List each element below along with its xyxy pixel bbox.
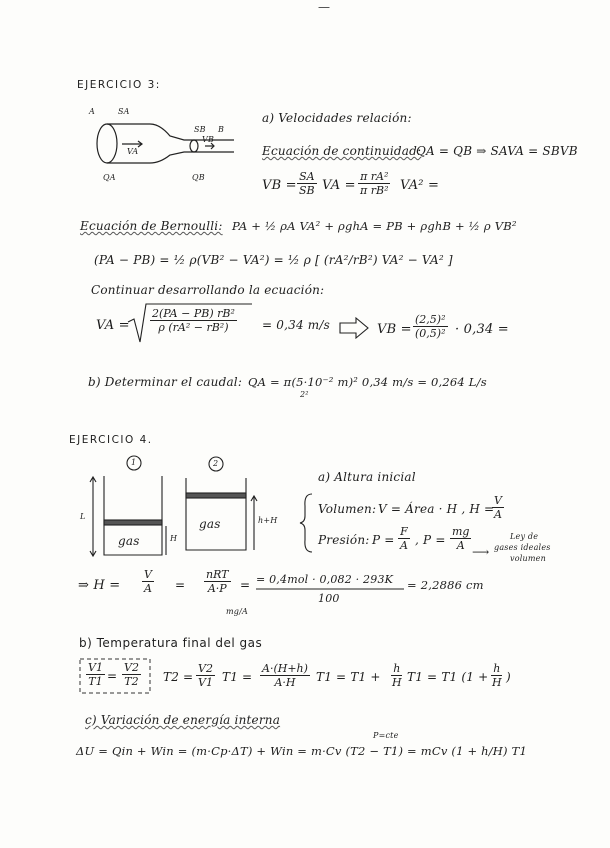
label-QB: QB	[192, 173, 205, 182]
volume-eq: V = Área · H , H =	[378, 502, 495, 516]
c-sup: P=cte	[373, 731, 399, 740]
cyl1-gas: gas	[118, 534, 140, 548]
continuity-eq: QA = QB ⇒ SAVA = SBVB	[416, 144, 578, 158]
vb-lhs: VB =	[262, 178, 297, 193]
label-A: A	[89, 107, 95, 116]
h-result: = 0,4mol · 0,082 · 293K	[256, 573, 394, 586]
t2-tail: T1 = T1 +	[316, 670, 381, 684]
t2-lhs: T2 =	[163, 670, 194, 684]
ley-note-2: gases ideales	[494, 543, 551, 552]
h-result-den: 100	[318, 592, 340, 605]
h-lhs: ⇒ H =	[78, 578, 121, 593]
va-result: = 0,34 m/s	[262, 318, 330, 332]
va-radicand: $\frac{\text{2(PA − PB) rB²}}{\text{ρ (rA² − rB²)}}$	[152, 307, 235, 334]
bernoulli-label: Ecuación de Bernoulli:	[80, 219, 223, 233]
vb2-lhs: VB =	[377, 322, 412, 337]
ex4-b-heading: b) Temperatura final del gas	[79, 636, 263, 650]
vb2-frac: $\frac{\text{(2,5)²}}{\text{(0,5)²}}$	[415, 313, 446, 340]
ex4-title: EJERCICIO 4.	[69, 434, 153, 446]
vb2-tail: · 0,34 =	[455, 322, 509, 337]
ex3-title: EJERCICIO 3:	[77, 79, 161, 91]
vb-tail: VA² =	[400, 178, 440, 193]
box-frac1: $\frac{V1}{T1}$	[88, 661, 103, 688]
h-frac1: $\frac{V}{A}$	[144, 568, 152, 595]
ex3-b-den: 2²	[300, 390, 309, 399]
ex4-a-heading: a) Altura inicial	[318, 470, 416, 484]
h-value: = 2,2886 cm	[407, 578, 484, 592]
label-SA: SA	[118, 107, 130, 116]
dim-H: H	[170, 534, 178, 543]
t2-close: )	[506, 670, 511, 684]
pressure-eq: (PA − PB) = ½ ρ(VB² − VA²) = ½ ρ [ (rA²/rB²) VA² − VA² ]	[94, 253, 453, 267]
continuity-label: Ecuación de continuidad:	[262, 144, 422, 158]
t2-frac4: $\frac{h}{H}$	[492, 662, 502, 689]
h-note: mg/A	[226, 607, 248, 616]
h-eq1: =	[175, 578, 186, 592]
ley-note-1: Ley de	[510, 532, 539, 541]
pressure-frac1: $\frac{F}{A}$	[400, 525, 408, 552]
cyl2-label: 2	[213, 459, 219, 468]
ex3-b-text: b) Determinar el caudal:	[88, 375, 243, 389]
box-eq: =	[107, 669, 118, 683]
develop-text: Continuar desarrollando la ecuación:	[91, 283, 325, 297]
ley-arrow: ⟶	[472, 545, 490, 559]
bernoulli-eq: PA + ½ ρA VA² + ρghA = PB + ρghB + ½ ρ VB²	[232, 219, 517, 233]
label-B: B	[218, 125, 225, 134]
pressure-eq2: , P =	[415, 533, 446, 547]
vb-mid: VA =	[322, 178, 356, 193]
vb-frac2: $\frac{\text{π rA²}}{\text{π rB²}}$	[360, 170, 389, 197]
box-frac2: $\frac{V2}{T2}$	[124, 661, 139, 688]
volume-label: Volumen:	[318, 502, 377, 516]
cyl1-label: 1	[131, 458, 137, 467]
pressure-label: Presión:	[318, 533, 370, 547]
ex3-b-eq: QA = π(5·10⁻² m)² 0,34 m/s = 0,264 L/s	[248, 375, 487, 389]
va-lhs: VA =	[96, 318, 130, 333]
h-eq2: =	[240, 578, 251, 592]
dim-hH: h+H	[258, 516, 278, 525]
volume-frac: $\frac{V}{A}$	[494, 494, 502, 521]
top-mark: —	[318, 0, 331, 14]
ex3-a-heading: a) Velocidades relación:	[262, 111, 412, 125]
pressure-frac2: $\frac{mg}{A}$	[452, 525, 470, 552]
t2-frac3: $\frac{h}{H}$	[392, 662, 402, 689]
label-vB: VB	[202, 135, 215, 144]
t2-end: T1 = T1 (1 +	[407, 670, 489, 684]
c-eq: ΔU = Qin + Win = (m·Cp·ΔT) + Win = m·Cv (T2 − T1) = mCv (1 + h/H) T1	[76, 744, 527, 758]
label-QA: QA	[103, 173, 116, 182]
ley-note-3: volumen	[510, 554, 546, 563]
label-SB: SB	[194, 125, 206, 134]
dim-L: L	[80, 512, 86, 521]
cyl2-gas: gas	[199, 517, 221, 531]
label-vA: VA	[127, 147, 139, 156]
t2-frac1: $\frac{V2}{V1}$	[198, 662, 213, 689]
pressure-eq1: P =	[372, 533, 395, 547]
ex4-c-heading: c) Variación de energía interna	[85, 713, 281, 727]
vb-frac1: $\frac{SA}{SB}$	[299, 170, 315, 197]
t2-frac2: $\frac{A\cdot(H+h)}{A\cdot H}$	[262, 662, 308, 689]
h-frac2: nRT A·P	[206, 568, 229, 595]
t2-mid: T1 =	[222, 670, 253, 684]
